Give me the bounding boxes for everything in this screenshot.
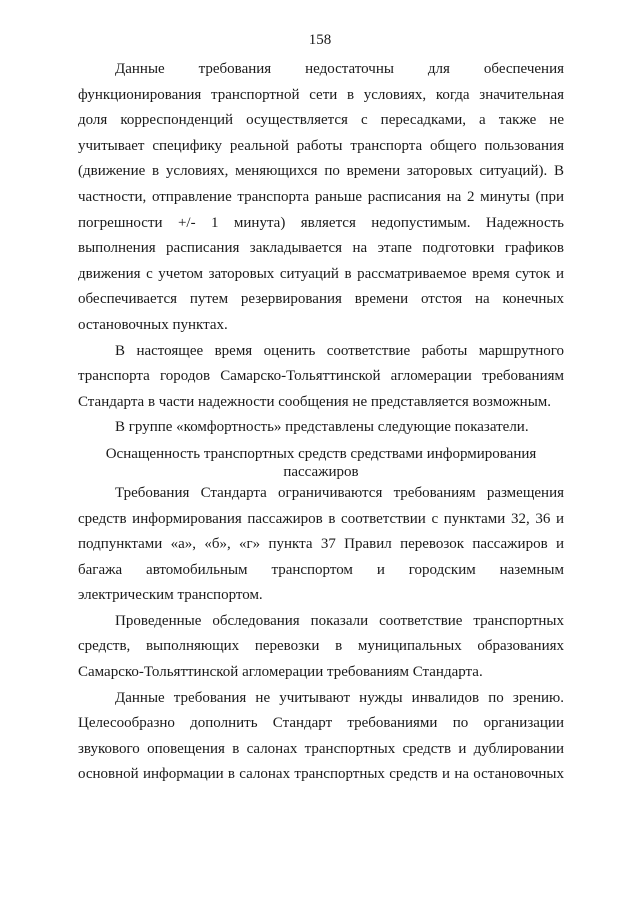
text-line: остановочных пунктах.: [78, 316, 228, 333]
text-line: Требования Стандарта ограничиваются требованиям размещения: [115, 484, 564, 501]
text-line: Стандарта в части надежности сообщения не представляется возможным.: [78, 393, 552, 410]
text-line: функционирования транспортной сети в условиях, когда значительная: [78, 86, 564, 103]
text-line: учитывает специфику реальной работы транспорта общего пользования: [78, 137, 564, 154]
text-line: подпунктами «а», «б», «г» пункта 37 Правил перевозок пассажиров и: [78, 536, 564, 553]
text-line: погрешности +/- 1 минута) является недопустимым. Надежность: [78, 214, 564, 231]
text-line: Целесообразно дополнить Стандарт требованиями по организации: [78, 715, 564, 732]
text-line: движения с учетом заторовых ситуаций в рассматриваемое время суток и: [78, 265, 564, 282]
text-line: транспорта городов Самарско-Тольяттинской агломерации требованиям: [78, 368, 564, 385]
page-content: [78, 57, 564, 788]
text-line: В группе «комфортность» представлены следующие показатели.: [115, 419, 529, 436]
text-line: средств, выполняющих перевозки в муниципальных образованиях: [78, 638, 564, 655]
text-line: В настоящее время оценить соответствие работы маршрутного: [115, 342, 564, 359]
paragraph-2: [78, 339, 564, 416]
heading-line-1: Оснащенность транспортных средств средствами информирования: [105, 445, 537, 462]
paragraph-1: [78, 57, 564, 339]
page-number: 158: [308, 32, 332, 48]
text-line: багажа автомобильным транспортом и городским наземным: [78, 561, 564, 578]
heading-line-2: пассажиров: [283, 463, 359, 480]
text-line: основной информации в салонах транспортных средств и на остановочных: [78, 766, 564, 783]
text-line: Данные требования недостаточны для обеспечения: [115, 61, 564, 77]
text-line: (движение в условиях, меняющихся по времени заторовых ситуаций). В: [78, 163, 564, 180]
paragraph-3: [78, 415, 564, 441]
paragraph-5: [78, 609, 564, 686]
text-line: выполнения расписания закладывается на этапе подготовки графиков: [78, 240, 564, 257]
text-line: Самарско-Тольяттинской агломерации требованиям Стандарта.: [78, 664, 483, 681]
text-line: Данные требования не учитывают нужды инвалидов по зрению.: [115, 689, 564, 706]
paragraph-6: [78, 686, 564, 788]
text-line: доля корреспонденций осуществляется с пересадками, а также не: [78, 112, 564, 129]
text-line: Проведенные обследования показали соответствие транспортных: [115, 612, 564, 629]
section-heading: [78, 445, 564, 481]
text-line: частности, отправление транспорта раньше расписания на 2 минуты (при: [78, 188, 564, 205]
text-line: звукового оповещения в салонах транспортных средств и дублировании: [78, 740, 564, 757]
paragraph-4: [78, 481, 564, 609]
text-line: электрическим транспортом.: [78, 587, 263, 604]
text-line: средств информирования пассажиров в соответствии с пунктами 32, 36 и: [78, 510, 564, 527]
text-line: обеспечивается путем резервирования времени отстоя на конечных: [78, 291, 564, 308]
